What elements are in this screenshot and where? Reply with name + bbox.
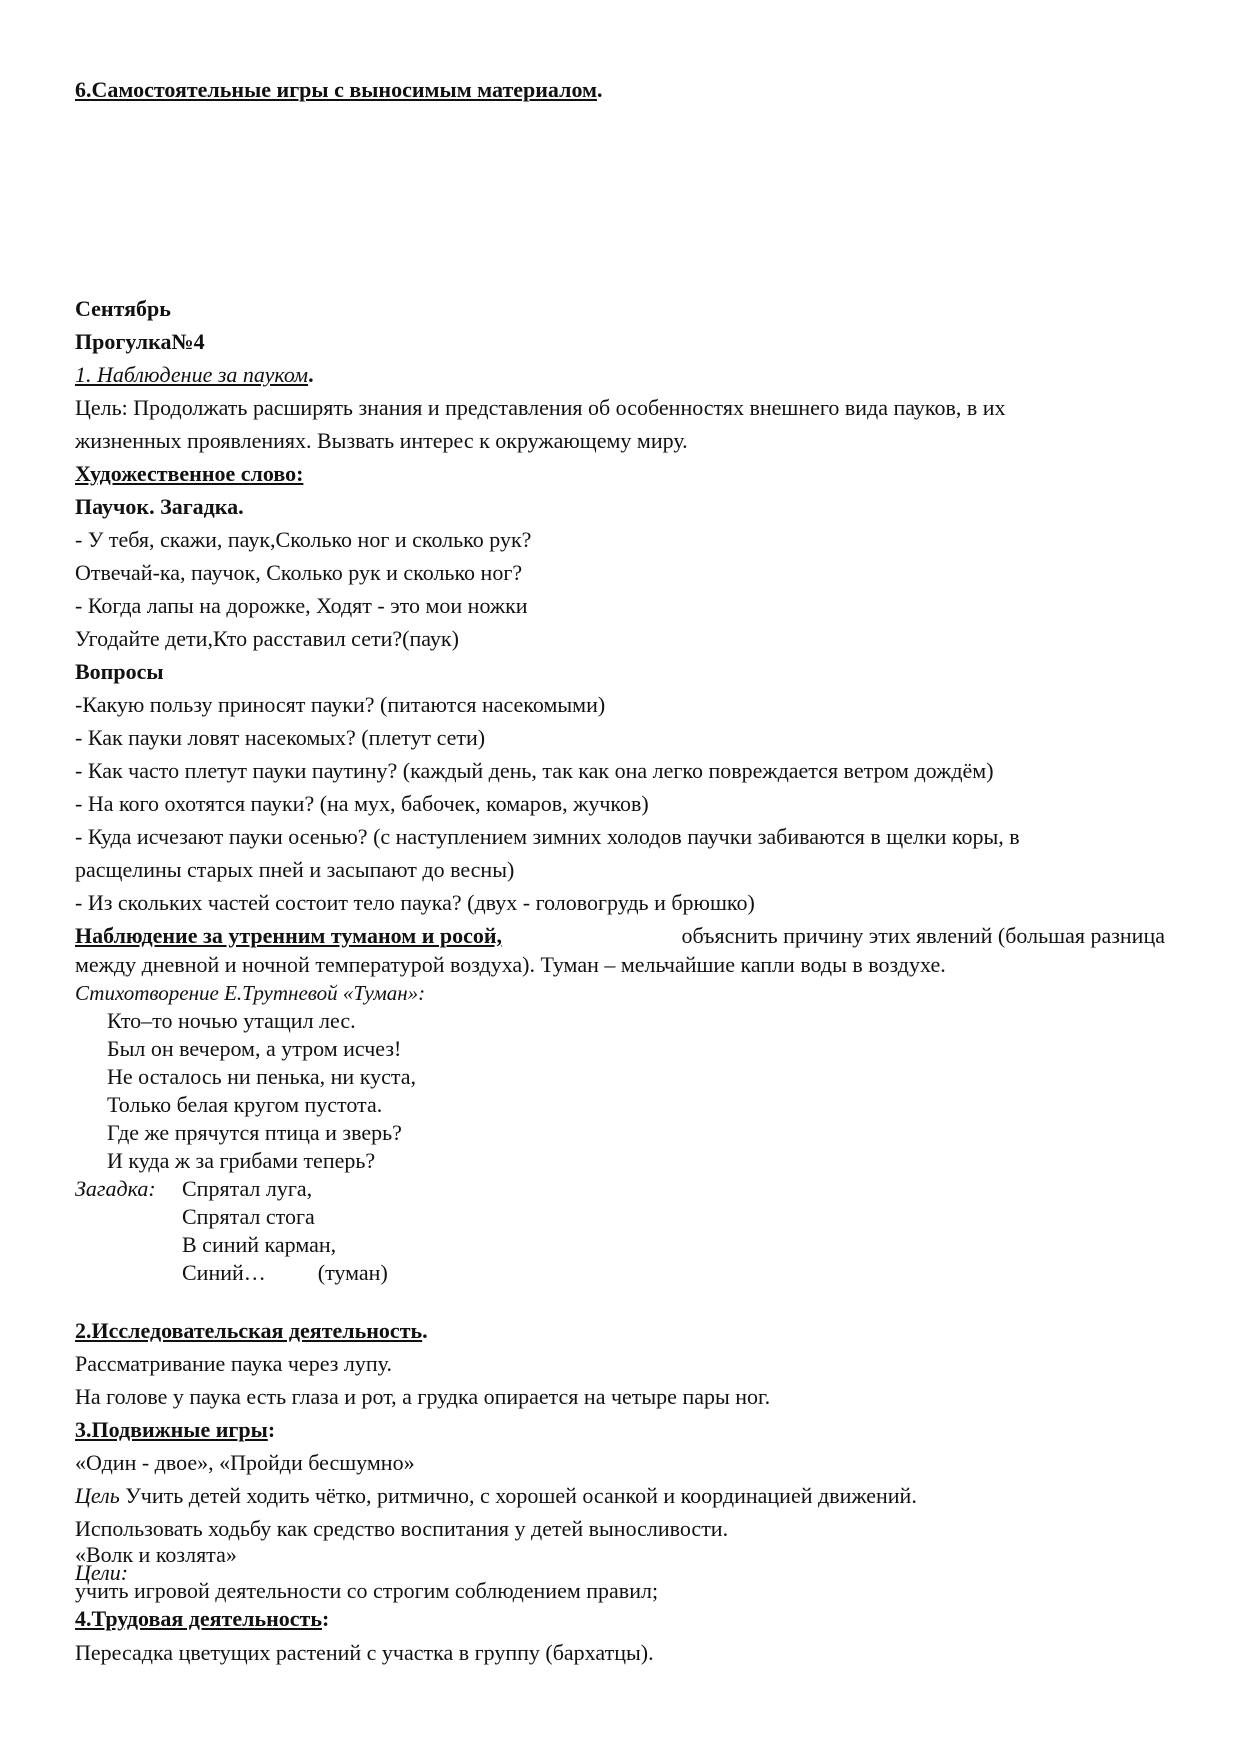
riddle-2-line: В синий карман, (182, 1232, 337, 1257)
poem-line: Кто–то ночью утащил лес. (107, 1008, 356, 1033)
poem-line: Был он вечером, а утром исчез! (107, 1036, 402, 1061)
section-1-goal-line-1: Цель: Продолжать расширять знания и представления об особенностях внешнего вида пауков, в их (75, 395, 1006, 420)
section-4-title: 4.Трудовая деятельность (75, 1606, 322, 1631)
poem-line: Не осталось ни пенька, ни куста, (107, 1064, 416, 1089)
section-6-title: 6.Самостоятельные игры с выносимым материалом (75, 77, 598, 102)
question-line: - Куда исчезают пауки осенью? (с наступлением зимних холодов паучки забиваются в щелки коры, в (75, 824, 1020, 849)
poem-line: Где же прячутся птица и зверь? (107, 1120, 402, 1145)
month-heading: Сентябрь (75, 296, 171, 321)
section-3-heading: 3.Подвижные игры: (75, 1417, 276, 1442)
questions-heading: Вопросы (75, 659, 164, 684)
art-word-heading: Художественное слово: (75, 461, 304, 486)
section-6-heading: 6.Самостоятельные игры с выносимым материалом. (75, 77, 603, 102)
section-1-title: 1. Наблюдение за пауком (75, 362, 309, 387)
games-goal-label: Цель (75, 1483, 120, 1508)
fog-text-1: объяснить причину этих явлений (большая разница (681, 923, 1165, 948)
question-line: -Какую пользу приносят пауки? (питаются насекомыми) (75, 692, 606, 717)
riddle-2-line: Спрятал стога (182, 1204, 315, 1229)
games-goal-line-2: Использовать ходьбу как средство воспитания у детей выносливости. (75, 1516, 729, 1541)
riddle-2-label: Загадка: (75, 1176, 156, 1201)
poem-heading: Стихотворение Е.Трутневой «Туман»: (75, 981, 426, 1005)
riddle-line: - Когда лапы на дорожке, Ходят - это мои ножки (75, 593, 528, 618)
fog-paragraph-line-1 (75, 923, 1165, 949)
question-line: - На кого охотятся пауки? (на мух, бабочек, комаров, жучков) (75, 791, 649, 816)
games-goal-line: Цель Учить детей ходить чётко, ритмично, с хорошей осанкой и координацией движений. (75, 1483, 917, 1508)
goals-text: учить игровой деятельности со строгим соблюдением правил; (75, 1578, 659, 1603)
riddle-2-answer: (туман) (317, 1260, 388, 1285)
section-4-text: Пересадка цветущих растений с участка в группу (бархатцы). (75, 1640, 654, 1665)
section-2-heading: 2.Исследовательская деятельность. (75, 1318, 428, 1343)
goals-label: Цели: (75, 1560, 129, 1585)
section-2-line: Рассматривание паука через лупу. (75, 1351, 392, 1376)
fog-paragraph-line-2: между дневной и ночной температурой воздуха). Туман – мельчайшие капли воды в воздухе. (75, 952, 946, 977)
riddle-2-first-line: Загадка: Спрятал луга, (75, 1176, 313, 1201)
riddle-line: Угодайте дети,Кто расставил сети?(паук) (75, 626, 459, 651)
riddle-line: Отвечай-ка, паучок, Сколько рук и сколько ног? (75, 560, 523, 585)
section-1-goal-line-2: жизненных проявлениях. Вызвать интерес к окружающему миру. (75, 428, 688, 453)
section-2-title: 2.Исследовательская деятельность (75, 1318, 423, 1343)
riddle-line: - У тебя, скажи, паук,Сколько ног и сколько рук? (75, 527, 532, 552)
poem-line: И куда ж за грибами теперь? (107, 1148, 376, 1173)
fog-heading: Наблюдение за утренним туманом и росой, (75, 923, 503, 948)
poem-line: Только белая кругом пустота. (107, 1092, 383, 1117)
riddle-2-last-line: Синий… (туман) (182, 1260, 388, 1285)
section-4-heading: 4.Трудовая деятельность: (75, 1606, 330, 1631)
riddle-heading: Паучок. Загадка. (75, 494, 244, 519)
question-line: - Как часто плетут пауки паутину? (каждый день, так как она легко повреждается ветром дождём) (75, 758, 994, 783)
game-2-title: «Волк и козлята» (75, 1542, 237, 1567)
question-line: - Из скольких частей состоит тело паука? (двух - головогрудь и брюшко) (75, 890, 755, 915)
games-line-1: «Один - двое», «Пройди бесшумно» (75, 1450, 415, 1475)
section-3-title: 3.Подвижные игры (75, 1417, 268, 1442)
section-2-line: На голове у паука есть глаза и рот, а грудка опирается на четыре пары ног. (75, 1384, 771, 1409)
question-line: расщелины старых пней и засыпают до весны) (75, 857, 515, 882)
walk-heading: Прогулка№4 (75, 329, 205, 354)
question-line: - Как пауки ловят насекомых? (плетут сети) (75, 725, 486, 750)
section-1-heading: 1. Наблюдение за пауком. (75, 362, 314, 387)
